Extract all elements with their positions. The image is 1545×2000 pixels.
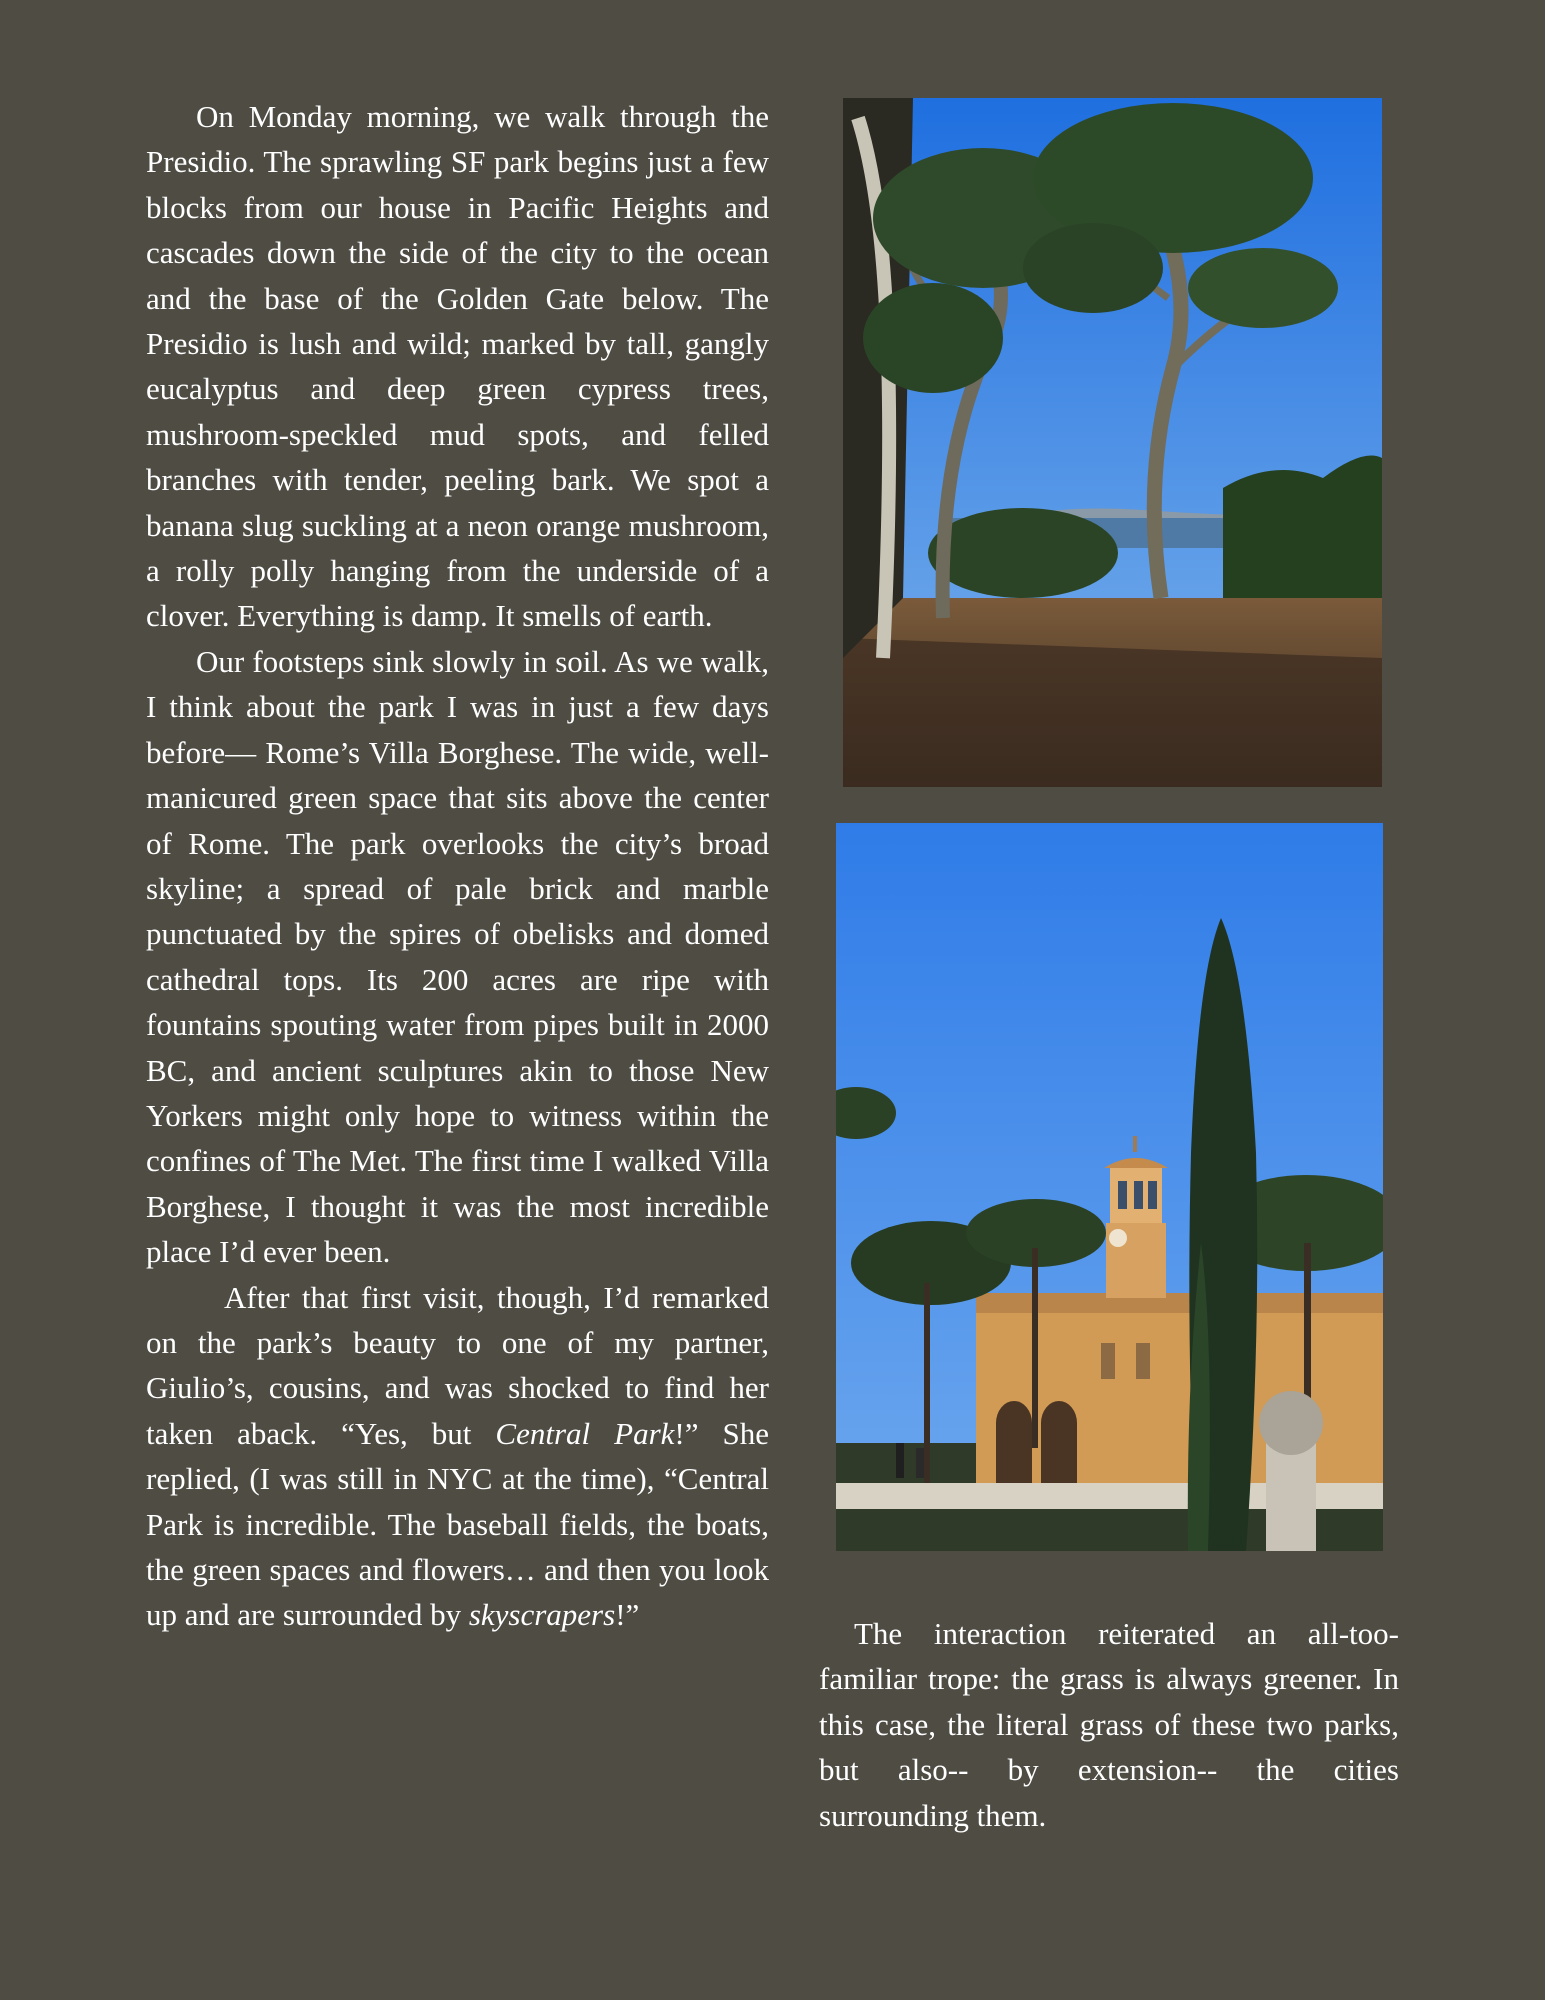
villa-borghese-photo xyxy=(836,823,1383,1551)
text-fragment: !” xyxy=(615,1597,640,1633)
emphasis-central-park: Central Park xyxy=(495,1415,675,1451)
emphasis-skyscrapers: skyscrapers xyxy=(468,1597,616,1633)
text-fragment: After that first visit, though, I’d remarked on the park’s beauty to one of my partner, Giulio’s, cousins, and was shocked to find her taken aback. “Yes, but xyxy=(146,1279,769,1451)
right-text-column xyxy=(819,1611,1399,1838)
paragraph-villa-borghese: Our footsteps sink slowly in soil. As we walk, I think about the park I was in just a few days before— Rome’s Villa Borghese. The wide, well-manicured green space that sits above the center of Rome. The park overlooks the city’s broad skyline; a spread of pale brick and marble punctuated by the spires of obelisks and domed cathedral tops. Its 200 acres are ripe with fountains spouting water from pipes built in 2000 BC, and ancient sculptures akin to those New Yorkers might only hope to witness within the confines of The Met. The first time I walked Villa Borghese, I thought it was the most incredible place I’d ever been. xyxy=(146,643,769,1270)
left-text-column xyxy=(146,94,769,1638)
presidio-trees-photo xyxy=(843,98,1382,787)
text-fragment: !” She replied, (I was still in NYC at the time), “Central Park is incredible. The baseball fields, the boats, the green spaces and flowers… and then you look up and are surrounded by xyxy=(146,1415,769,1633)
paragraph-central-park xyxy=(146,1275,769,1638)
paragraph-presidio: On Monday morning, we walk through the Presidio. The sprawling SF park begins just a few blocks from our house in Pacific Heights and cascades down the side of the city to the ocean and the base of the Golden Gate below. The Presidio is lush and wild; marked by tall, gangly eucalyptus and deep green cypress trees, mushroom-speckled mud spots, and felled branches with tender, peeling bark. We spot a banana slug suckling at a neon orange mushroom, a rolly polly hanging from the underside of a clover. Everything is damp. It smells of earth. xyxy=(146,99,769,634)
paragraph-greener-grass: The interaction reiterated an all-too-familiar trope: the grass is always greener. In this case, the literal grass of these two parks, but also-- by extension-- the cities surrounding them. xyxy=(819,1616,1399,1833)
